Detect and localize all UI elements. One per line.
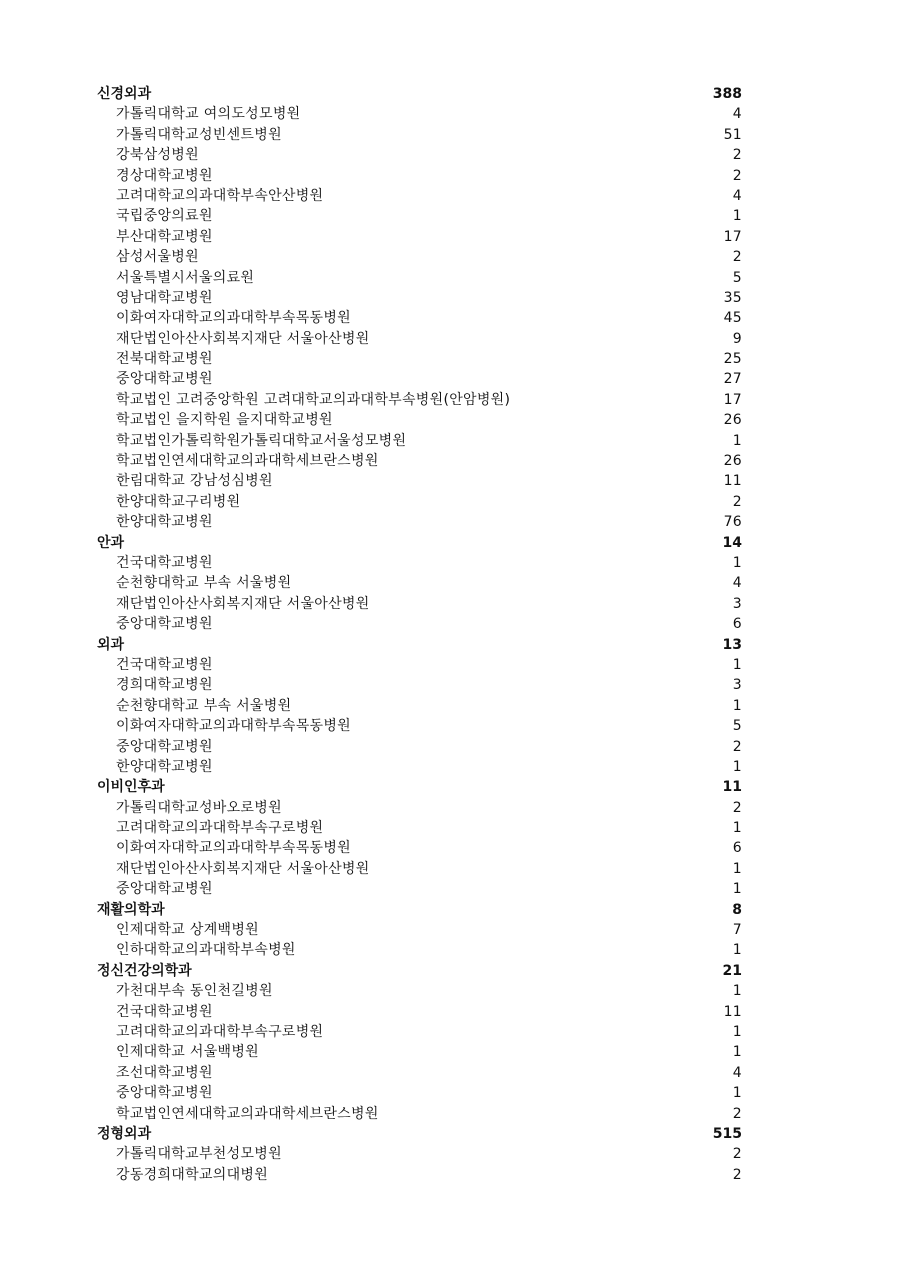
hospital-row xyxy=(97,268,742,288)
hospital-name: 순천향대학교 부속 서울병원 xyxy=(116,697,292,714)
hospital-row xyxy=(97,838,742,858)
hospital-row xyxy=(97,573,742,593)
hospital-count: 4 xyxy=(732,575,742,592)
hospital-name: 경희대학교병원 xyxy=(116,677,213,694)
department-name: 재활의학과 xyxy=(97,901,165,918)
hospital-name: 국립중앙의료원 xyxy=(116,208,213,225)
hospital-row xyxy=(97,818,742,838)
department-total: 515 xyxy=(712,1125,742,1142)
department-total: 21 xyxy=(722,962,742,979)
hospital-name: 학교법인연세대학교의과대학세브란스병원 xyxy=(116,453,379,470)
hospital-name: 고려대학교의과대학부속구로병원 xyxy=(116,1023,324,1040)
hospital-count: 2 xyxy=(732,493,742,510)
hospital-name: 전북대학교병원 xyxy=(116,351,213,368)
hospital-count: 45 xyxy=(723,310,742,327)
hospital-count: 1 xyxy=(732,820,742,837)
hospital-row xyxy=(97,410,742,430)
hospital-row xyxy=(97,594,742,614)
hospital-row xyxy=(97,1165,742,1185)
hospital-row xyxy=(97,757,742,777)
hospital-row xyxy=(97,553,742,573)
hospital-name: 이화여자대학교의과대학부속목동병원 xyxy=(116,718,352,735)
hospital-count: 51 xyxy=(723,126,742,143)
hospital-count: 1 xyxy=(732,860,742,877)
hospital-row xyxy=(97,166,742,186)
department-header-row xyxy=(97,1124,742,1144)
hospital-count: 1 xyxy=(732,554,742,571)
hospital-name: 학교법인 고려중앙학원 고려대학교의과대학부속병원(안암병원) xyxy=(116,391,511,408)
hospital-row xyxy=(97,798,742,818)
hospital-row xyxy=(97,369,742,389)
department-header-row xyxy=(97,533,742,553)
hospital-row xyxy=(97,1022,742,1042)
hospital-name: 이화여자대학교의과대학부속목동병원 xyxy=(116,310,352,327)
hospital-name: 강북삼성병원 xyxy=(116,147,199,164)
hospital-row xyxy=(97,655,742,675)
hospital-row xyxy=(97,614,742,634)
hospital-name: 중앙대학교병원 xyxy=(116,738,213,755)
hospital-count: 1 xyxy=(732,1085,742,1102)
hospital-name: 중앙대학교병원 xyxy=(116,616,213,633)
hospital-count: 1 xyxy=(732,208,742,225)
department-name: 정신건강의학과 xyxy=(97,962,192,979)
hospital-row xyxy=(97,1042,742,1062)
department-header-row xyxy=(97,777,742,797)
department-header-row xyxy=(97,635,742,655)
hospital-row xyxy=(97,288,742,308)
hospital-count: 1 xyxy=(732,656,742,673)
hospital-count: 25 xyxy=(723,351,742,368)
hospital-count: 2 xyxy=(732,738,742,755)
hospital-name: 건국대학교병원 xyxy=(116,1003,213,1020)
hospital-count: 4 xyxy=(732,106,742,123)
hospital-row xyxy=(97,737,742,757)
hospital-row xyxy=(97,471,742,491)
hospital-name: 고려대학교의과대학부속안산병원 xyxy=(116,187,324,204)
hospital-name: 건국대학교병원 xyxy=(116,656,213,673)
department-total: 8 xyxy=(732,901,742,918)
hospital-name: 가톨릭대학교 여의도성모병원 xyxy=(116,106,301,123)
hospital-name: 영남대학교병원 xyxy=(116,289,213,306)
hospital-row xyxy=(97,206,742,226)
hospital-count: 1 xyxy=(732,983,742,1000)
hospital-name: 경상대학교병원 xyxy=(116,167,213,184)
hospital-name: 학교법인 을지학원 을지대학교병원 xyxy=(116,412,333,429)
department-header-row xyxy=(97,84,742,104)
hospital-count: 2 xyxy=(732,147,742,164)
hospital-name: 가톨릭대학교부천성모병원 xyxy=(116,1146,282,1163)
hospital-count: 7 xyxy=(732,922,742,939)
hospital-name: 조선대학교병원 xyxy=(116,1064,213,1081)
hospital-name: 인하대학교의과대학부속병원 xyxy=(116,942,296,959)
hospital-row xyxy=(97,227,742,247)
hospital-count: 27 xyxy=(723,371,742,388)
hospital-count: 2 xyxy=(732,799,742,816)
hospital-name: 한양대학교병원 xyxy=(116,758,213,775)
department-header-row xyxy=(97,961,742,981)
hospital-name: 학교법인연세대학교의과대학세브란스병원 xyxy=(116,1105,379,1122)
hospital-row xyxy=(97,1144,742,1164)
hospital-row xyxy=(97,390,742,410)
hospital-count: 1 xyxy=(732,942,742,959)
hospital-name: 재단법인아산사회복지재단 서울아산병원 xyxy=(116,330,370,347)
department-total: 11 xyxy=(722,779,742,796)
hospital-row xyxy=(97,1104,742,1124)
hospital-count: 2 xyxy=(732,1146,742,1163)
hospital-count: 9 xyxy=(732,330,742,347)
department-total: 388 xyxy=(712,86,742,102)
hospital-row xyxy=(97,186,742,206)
hospital-row xyxy=(97,431,742,451)
hospital-name: 부산대학교병원 xyxy=(116,228,213,245)
hospital-count: 1 xyxy=(732,432,742,449)
hospital-name: 서울특별시서울의료원 xyxy=(116,269,255,286)
hospital-count: 17 xyxy=(723,228,742,245)
hospital-count: 4 xyxy=(732,187,742,204)
department-name: 신경외과 xyxy=(97,86,152,102)
hospital-name: 학교법인가톨릭학원가톨릭대학교서울성모병원 xyxy=(116,432,407,449)
hospital-row xyxy=(97,145,742,165)
hospital-row xyxy=(97,1063,742,1083)
hospital-count: 5 xyxy=(732,269,742,286)
hospital-count: 6 xyxy=(732,840,742,857)
hospital-row xyxy=(97,696,742,716)
hospital-row xyxy=(97,1083,742,1103)
hospital-count: 5 xyxy=(732,718,742,735)
department-name: 외과 xyxy=(97,636,125,653)
department-header-row xyxy=(97,900,742,920)
hospital-count: 1 xyxy=(732,758,742,775)
hospital-name: 한림대학교 강남성심병원 xyxy=(116,473,273,490)
hospital-row xyxy=(97,247,742,267)
hospital-count: 2 xyxy=(732,1105,742,1122)
hospital-count: 3 xyxy=(732,595,742,612)
hospital-row xyxy=(97,329,742,349)
hospital-row xyxy=(97,859,742,879)
department-total: 14 xyxy=(722,534,742,551)
department-name: 정형외과 xyxy=(97,1125,152,1142)
hospital-count: 4 xyxy=(732,1064,742,1081)
hospital-row xyxy=(97,308,742,328)
hospital-name: 인제대학교 서울백병원 xyxy=(116,1044,259,1061)
hospital-name: 강동경희대학교의대병원 xyxy=(116,1166,269,1183)
hospital-count: 1 xyxy=(732,697,742,714)
hospital-row xyxy=(97,920,742,940)
hospital-name: 재단법인아산사회복지재단 서울아산병원 xyxy=(116,860,370,877)
hospital-row xyxy=(97,1002,742,1022)
department-hospital-table xyxy=(97,84,742,1185)
hospital-name: 인제대학교 상계백병원 xyxy=(116,922,259,939)
hospital-name: 가천대부속 동인천길병원 xyxy=(116,983,273,1000)
hospital-name: 순천향대학교 부속 서울병원 xyxy=(116,575,292,592)
hospital-count: 35 xyxy=(723,289,742,306)
hospital-row xyxy=(97,349,742,369)
hospital-name: 고려대학교의과대학부속구로병원 xyxy=(116,820,324,837)
department-name: 안과 xyxy=(97,534,125,551)
hospital-count: 2 xyxy=(732,1166,742,1183)
hospital-count: 11 xyxy=(723,1003,742,1020)
hospital-count: 76 xyxy=(723,514,742,531)
department-total: 13 xyxy=(722,636,742,653)
hospital-row xyxy=(97,675,742,695)
hospital-row xyxy=(97,879,742,899)
hospital-row xyxy=(97,125,742,145)
hospital-name: 중앙대학교병원 xyxy=(116,881,213,898)
hospital-row xyxy=(97,451,742,471)
hospital-count: 17 xyxy=(723,391,742,408)
hospital-count: 26 xyxy=(723,412,742,429)
hospital-count: 2 xyxy=(732,167,742,184)
hospital-row xyxy=(97,104,742,124)
hospital-name: 삼성서울병원 xyxy=(116,249,199,266)
hospital-count: 11 xyxy=(723,473,742,490)
department-name: 이비인후과 xyxy=(97,779,165,796)
hospital-name: 가톨릭대학교성바오로병원 xyxy=(116,799,282,816)
hospital-name: 건국대학교병원 xyxy=(116,554,213,571)
hospital-name: 한양대학교병원 xyxy=(116,514,213,531)
hospital-name: 중앙대학교병원 xyxy=(116,371,213,388)
hospital-count: 2 xyxy=(732,249,742,266)
hospital-count: 26 xyxy=(723,453,742,470)
hospital-name: 가톨릭대학교성빈센트병원 xyxy=(116,126,282,143)
hospital-count: 6 xyxy=(732,616,742,633)
hospital-name: 중앙대학교병원 xyxy=(116,1085,213,1102)
hospital-name: 이화여자대학교의과대학부속목동병원 xyxy=(116,840,352,857)
hospital-count: 3 xyxy=(732,677,742,694)
hospital-count: 1 xyxy=(732,1023,742,1040)
hospital-row xyxy=(97,492,742,512)
hospital-count: 1 xyxy=(732,881,742,898)
hospital-row xyxy=(97,981,742,1001)
hospital-name: 한양대학교구리병원 xyxy=(116,493,241,510)
hospital-row xyxy=(97,716,742,736)
hospital-count: 1 xyxy=(732,1044,742,1061)
hospital-row xyxy=(97,512,742,532)
hospital-name: 재단법인아산사회복지재단 서울아산병원 xyxy=(116,595,370,612)
hospital-row xyxy=(97,940,742,960)
